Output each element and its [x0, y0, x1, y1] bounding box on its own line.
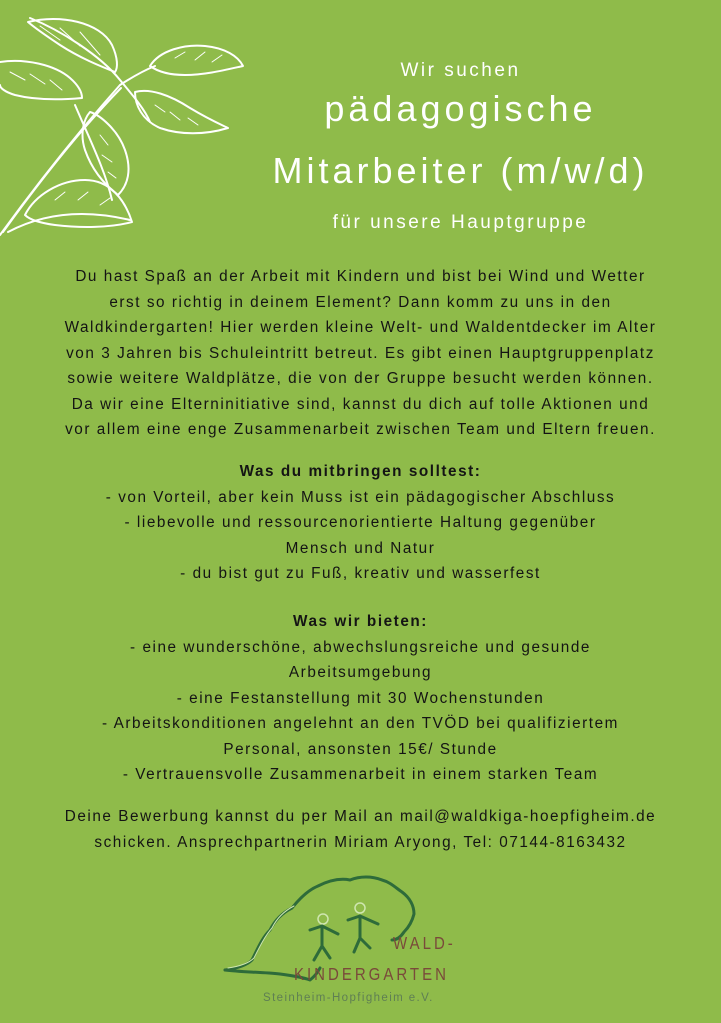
requirement-item: Mensch und Natur — [285, 539, 436, 557]
offer-heading: Was wir bieten: — [293, 613, 428, 630]
email-link[interactable]: mail@waldkiga-hoepfigheim.de — [400, 808, 657, 825]
requirement-item: - von Vorteil, aber kein Muss ist ein pädagogischer Abschluss — [105, 488, 616, 506]
requirements-heading: Was du mitbringen solltest: — [239, 463, 482, 480]
job-title-line2: Mitarbeiter (m/w/d) — [272, 150, 649, 191]
intro-line: Du hast Spaß an der Arbeit mit Kindern und bist bei Wind und Wetter — [75, 268, 646, 285]
intro-line: sowie weitere Waldplätze, die von der Gruppe besucht werden können. — [67, 370, 654, 387]
offer-item: - eine wunderschöne, abwechslungsreiche und gesunde — [130, 638, 591, 656]
contact-line-2: schicken. Ansprechpartnerin Miriam Aryong, Tel: 07144-8163432 — [94, 833, 627, 851]
logo-word-wald: WALD- — [393, 934, 456, 954]
logo-word-kindergarten: KINDERGARTEN — [294, 965, 449, 985]
job-title-line1: pädagogische — [324, 88, 597, 129]
kindergarten-logo — [210, 868, 480, 1018]
intro-paragraph — [20, 264, 701, 443]
contact-section — [20, 804, 701, 855]
header-subtitle: für unsere Hauptgruppe — [332, 212, 589, 233]
intro-line: vor allem eine enge Zusammenarbeit zwischen Team und Eltern freuen. — [65, 421, 656, 438]
logo-subtitle: Steinheim-Hopfigheim e.V. — [263, 992, 434, 1004]
intro-line: von 3 Jahren bis Schuleintritt betreut. Es gibt einen Hauptgruppenplatz — [66, 344, 655, 362]
contact-prefix: Deine Bewerbung kannst du per Mail an — [64, 808, 401, 825]
intro-line: Waldkindergarten! Hier werden kleine Welt- und Waldentdecker im Alter — [64, 319, 657, 336]
offer-item: Personal, ansonsten 15€/ Stunde — [223, 740, 498, 758]
offer-item: - Vertrauensvolle Zusammenarbeit in einem starken Team — [122, 766, 599, 783]
contact-line-1 — [20, 804, 701, 830]
offer-item: - Arbeitskonditionen angelehnt an den TVÖD bei qualifiziertem — [102, 715, 619, 732]
intro-line: erst so richtig in deinem Element? Dann komm zu uns in den — [109, 293, 612, 311]
intro-line: Da wir eine Elterninitiative sind, kannst du dich auf tolle Aktionen und — [71, 395, 650, 413]
offer-section — [20, 609, 701, 788]
header-intro: Wir suchen — [400, 60, 521, 81]
offer-item: - eine Festanstellung mit 30 Wochenstunden — [176, 689, 545, 707]
offer-item: Arbeitsumgebung — [288, 664, 433, 681]
requirements-section — [20, 459, 701, 587]
requirement-item: - du bist gut zu Fuß, kreativ und wasserfest — [180, 565, 541, 582]
requirement-item: - liebevolle und ressourcenorientierte Haltung gegenüber — [124, 514, 597, 531]
